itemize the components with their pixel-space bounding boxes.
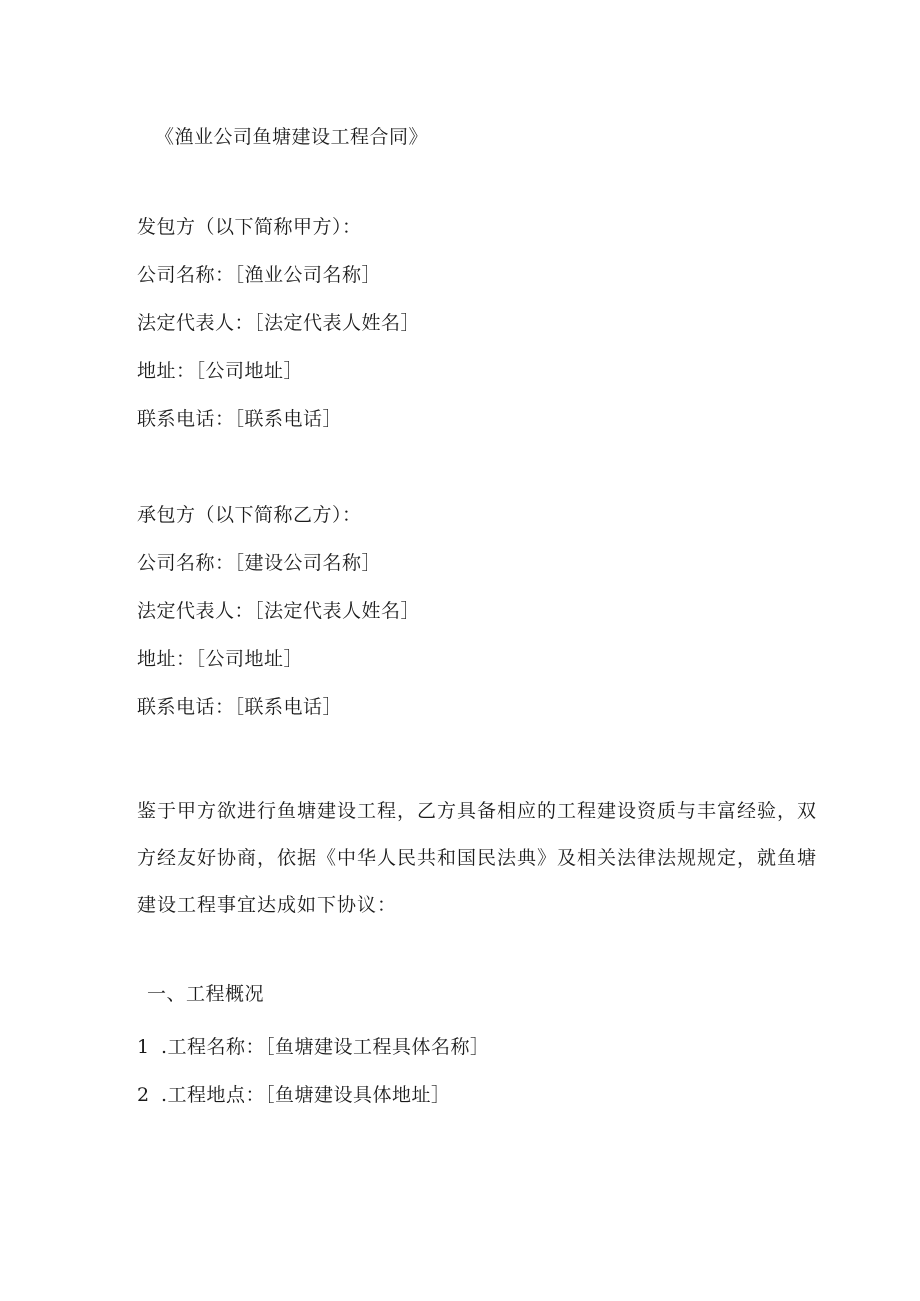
list-item-number: 2 (137, 1084, 150, 1106)
party-b-heading: 承包方（以下简称乙方）： (137, 504, 362, 526)
party-a-legal-rep: 法定代表人：［法定代表人姓名］ (137, 312, 421, 334)
list-item (137, 1082, 451, 1108)
preamble-line: 鉴于甲方欲进行鱼塘建设工程，乙方具备相应的工程建设资质与丰富经验，双 (137, 800, 818, 822)
preamble-paragraph (137, 788, 818, 929)
list-item (137, 1034, 490, 1060)
list-item-number: 1 (137, 1036, 150, 1058)
party-b-address: 地址：［公司地址］ (137, 648, 304, 670)
party-b-legal-rep: 法定代表人：［法定代表人姓名］ (137, 600, 421, 622)
list-item-text: .工程名称：［鱼塘建设工程具体名称］ (161, 1036, 490, 1058)
preamble-line: 建设工程事宜达成如下协议： (137, 894, 398, 916)
section-heading: 一、工程概况 (147, 983, 265, 1005)
party-a-company: 公司名称：［渔业公司名称］ (137, 264, 382, 286)
party-a-phone: 联系电话：［联系电话］ (137, 408, 343, 430)
list-item-text: .工程地点：［鱼塘建设具体地址］ (161, 1084, 451, 1106)
contract-title: 《渔业公司鱼塘建设工程合同》 (155, 126, 429, 148)
party-a-heading: 发包方（以下简称甲方）： (137, 216, 362, 238)
party-b-phone: 联系电话：［联系电话］ (137, 696, 343, 718)
preamble-line: 方经友好协商，依据《中华人民共和国民法典》及相关法律法规规定，就鱼塘 (137, 847, 818, 869)
party-b-company: 公司名称：［建设公司名称］ (137, 552, 382, 574)
party-a-address: 地址：［公司地址］ (137, 360, 304, 382)
